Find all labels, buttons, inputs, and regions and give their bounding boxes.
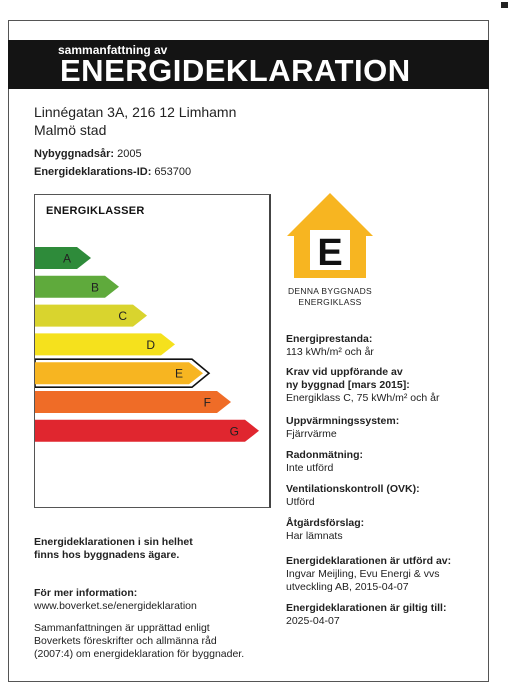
valid-until-label: Energideklarationen är giltig till: <box>286 602 447 614</box>
energy-class-letter-c: C <box>118 309 127 324</box>
requirement-label-line2: ny byggnad [mars 2015]: <box>286 379 410 391</box>
new-building-requirement <box>286 366 439 405</box>
ventilation-label: Ventilationskontroll (OVK): <box>286 483 420 495</box>
legal-line1: Sammanfattningen är upprättad enligt <box>34 622 210 634</box>
energy-classes-title: ENERGIKLASSER <box>46 205 145 217</box>
energy-class-letter-e: E <box>174 366 183 381</box>
badge-caption <box>284 286 376 308</box>
energy-class-scale <box>35 195 269 507</box>
ventilation-control <box>286 483 420 509</box>
owner-note <box>34 536 193 562</box>
declaration-id-value: 653700 <box>154 166 192 178</box>
radon-label: Radonmätning: <box>286 449 363 461</box>
scan-corner-mark <box>501 2 508 8</box>
energy-class-letter-g: G <box>229 424 239 439</box>
performed-by <box>286 555 451 594</box>
build-year-row <box>34 145 191 163</box>
performed-by-label: Energideklarationen är utförd av: <box>286 555 452 567</box>
badge-caption-line1: DENNA BYGGNADS <box>287 286 373 296</box>
energy-class-a <box>35 247 91 269</box>
ventilation-value: Utförd <box>286 496 315 508</box>
requirement-value: Energiklass C, 75 kWh/m² och år <box>286 392 440 404</box>
energy-class-letter-f: F <box>203 395 211 410</box>
measures-value: Har lämnats <box>286 530 343 542</box>
energy-class-bar-b <box>35 276 119 298</box>
measure-proposals <box>286 517 364 543</box>
more-info-label: För mer information: <box>34 587 138 599</box>
measures-label: Åtgärdsförslag: <box>286 517 365 529</box>
performed-by-line1: Ingvar Meijling, Evu Energi & vvs <box>286 568 440 580</box>
performed-by-line2: utveckling AB, 2015-04-07 <box>286 581 409 593</box>
energy-class-g <box>35 420 259 442</box>
build-year-label: Nybyggnadsår: <box>34 148 115 160</box>
energy-classes-box <box>34 194 271 508</box>
energy-class-c <box>35 305 147 327</box>
radon-measurement <box>286 449 363 475</box>
energy-class-letter-b: B <box>90 280 99 295</box>
address-block <box>34 103 236 139</box>
owner-note-line2: finns hos byggnadens ägare. <box>34 549 180 561</box>
address-street: Linnégatan 3A, 216 12 Limhamn <box>34 104 237 120</box>
energy-class-bar-f <box>35 391 231 413</box>
address-municipality: Malmö stad <box>34 122 107 138</box>
energy-class-e <box>35 359 209 387</box>
valid-until-value: 2025-04-07 <box>286 615 340 627</box>
valid-until <box>286 602 446 628</box>
energy-class-letter-a: A <box>62 251 71 266</box>
energy-performance <box>286 333 374 359</box>
header-banner <box>8 40 489 89</box>
energy-class-bar-g <box>35 420 259 442</box>
badge-letter: E <box>317 232 343 274</box>
legal-note <box>34 622 244 661</box>
header-title: ENERGIDEKLARATION <box>60 53 411 88</box>
heating-system-label: Uppvärmningssystem: <box>286 415 400 427</box>
more-information <box>34 587 197 613</box>
heating-system <box>286 415 399 441</box>
header-subtitle: sammanfattning av <box>58 43 168 57</box>
legal-line2: Boverkets föreskrifter och allmänna råd <box>34 635 217 647</box>
badge-caption-line2: ENERGIKLASS <box>298 297 362 307</box>
energy-class-b <box>35 276 119 298</box>
energy-performance-value: 113 kWh/m² och år <box>286 346 374 358</box>
more-info-url[interactable]: www.boverket.se/energideklaration <box>34 600 197 612</box>
build-year-value: 2005 <box>117 148 142 160</box>
heating-system-value: Fjärrvärme <box>286 428 337 440</box>
energy-class-d <box>35 333 175 355</box>
declaration-id-row <box>34 163 191 181</box>
energy-class-letter-d: D <box>146 337 155 352</box>
owner-note-line1: Energideklarationen i sin helhet <box>34 536 193 548</box>
requirement-label-line1: Krav vid uppförande av <box>286 366 403 378</box>
energy-class-badge <box>284 190 376 280</box>
property-meta <box>34 145 191 181</box>
radon-value: Inte utförd <box>286 462 334 474</box>
legal-line3: (2007:4) om energideklaration för byggnader. <box>34 648 245 660</box>
declaration-id-label: Energideklarations-ID: <box>34 166 152 178</box>
energy-performance-label: Energiprestanda: <box>286 333 373 345</box>
energy-class-f <box>35 391 231 413</box>
energy-class-bar-c <box>35 305 147 327</box>
